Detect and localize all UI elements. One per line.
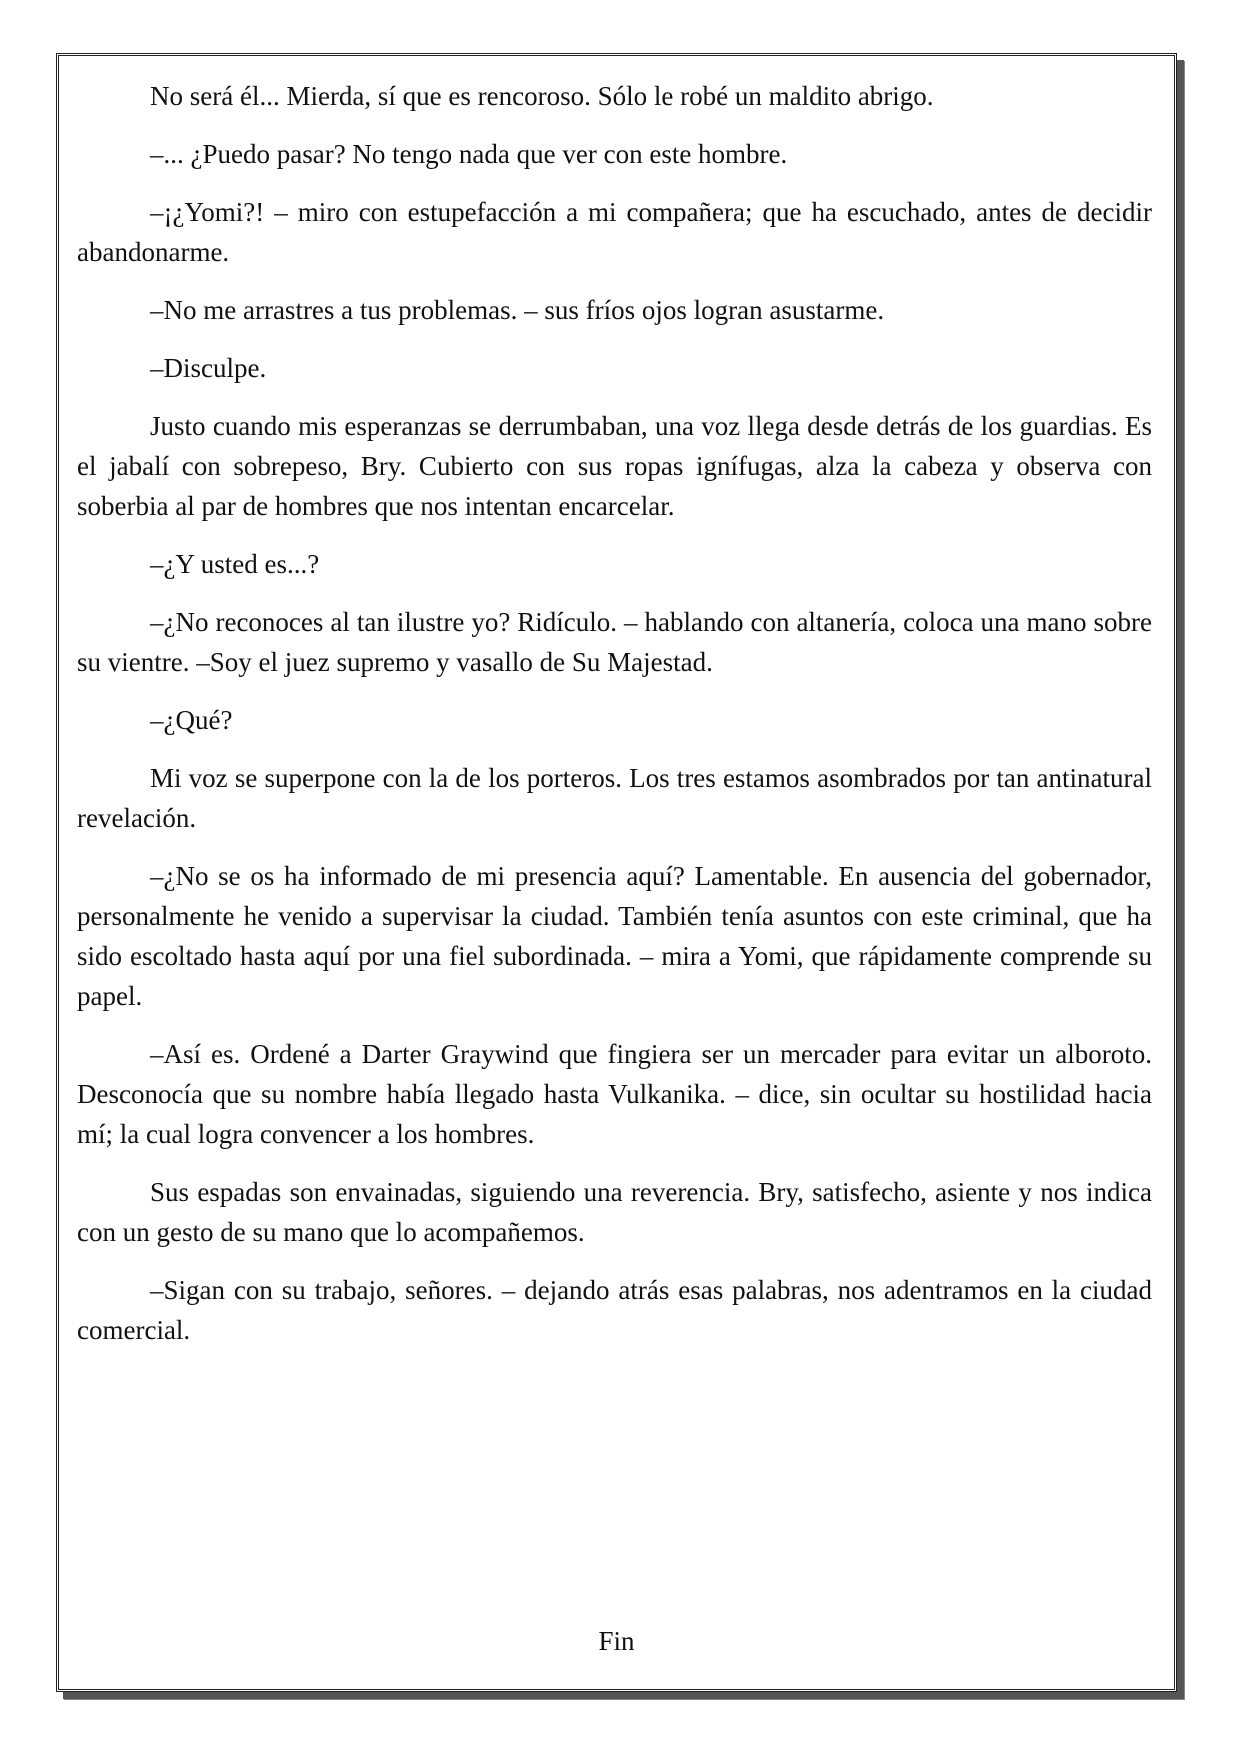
- text-body: [77, 76, 1152, 1368]
- paragraph: –¡¿Yomi?! – miro con estupefacción a mi compañera; que ha escuchado, antes de decidir abandonarme.: [77, 197, 1152, 267]
- paragraph: –Así es. Ordené a Darter Graywind que fingiera ser un mercader para evitar un alboroto. Desconocía que su nombre había llegado hasta Vulkanika. – dice, sin ocultar su hostilidad hacia mí; la cual logra convencer a los hombres.: [77, 1039, 1152, 1149]
- paragraph: –¿No se os ha informado de mi presencia aquí? Lamentable. En ausencia del gobernador, personalmente he venido a supervisar la ciudad. También tenía asuntos con este criminal, que ha sido escoltado hasta aquí por una fiel subordinada. – mira a Yomi, que rápidamente comprende su papel.: [77, 861, 1152, 1011]
- page-border-frame: [56, 53, 1177, 1692]
- paragraph: –No me arrastres a tus problemas. – sus fríos ojos logran asustarme.: [150, 295, 885, 325]
- paragraph: –¿No reconoces al tan ilustre yo? Ridículo. – hablando con altanería, coloca una mano sobre su vientre. –Soy el juez supremo y vasallo de Su Majestad.: [77, 607, 1152, 677]
- paragraph: –... ¿Puedo pasar? No tengo nada que ver con este hombre.: [150, 139, 788, 169]
- paragraph: Sus espadas son envainadas, siguiendo una reverencia. Bry, satisfecho, asiente y nos indica con un gesto de su mano que lo acompañemos.: [77, 1177, 1152, 1247]
- paragraph: No será él... Mierda, sí que es rencoroso. Sólo le robé un maldito abrigo.: [150, 81, 934, 111]
- end-mark: Fin: [598, 1626, 635, 1656]
- paragraph: –Disculpe.: [150, 353, 267, 383]
- paragraph: –Sigan con su trabajo, señores. – dejando atrás esas palabras, nos adentramos en la ciudad comercial.: [77, 1275, 1152, 1345]
- paragraph: Mi voz se superpone con la de los porteros. Los tres estamos asombrados por tan antinatural revelación.: [77, 763, 1152, 833]
- paragraph: –¿Y usted es...?: [150, 549, 320, 579]
- paragraph: Justo cuando mis esperanzas se derrumbaban, una voz llega desde detrás de los guardias. Es el jabalí con sobrepeso, Bry. Cubierto con sus ropas ignífugas, alza la cabeza y observa con soberbia al par de hombres que nos intentan encarcelar.: [77, 411, 1152, 521]
- paragraph: –¿Qué?: [150, 705, 233, 735]
